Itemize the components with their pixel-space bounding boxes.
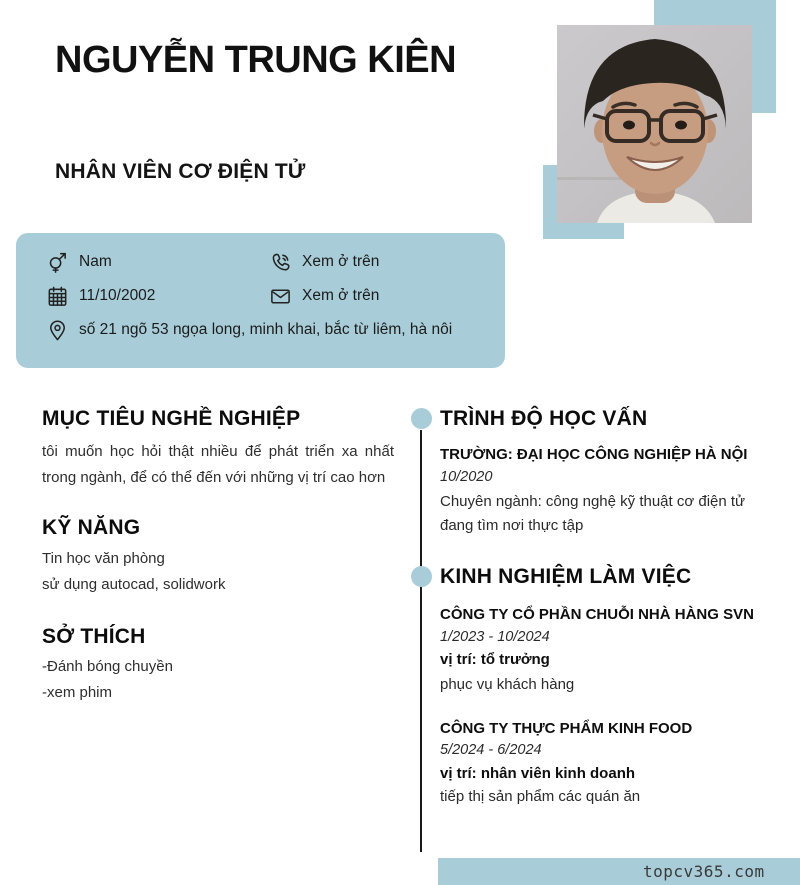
candidate-job-title: NHÂN VIÊN CƠ ĐIỆN TỬ: [55, 160, 306, 183]
experience-heading: KINH NGHIỆM LÀM VIỆC: [440, 565, 692, 588]
profile-photo: [557, 25, 752, 223]
experience-desc: phục vụ khách hàng: [440, 676, 575, 693]
objective-body: tôi muốn học hỏi thật nhiều để phát triển xa nhất trong ngành, để có thể đến với những vị trí cao hơn: [42, 443, 394, 486]
gender-value: Nam: [79, 253, 112, 270]
envelope-icon: [269, 285, 292, 308]
experience-company: CÔNG TY CỔ PHẦN CHUỖI NHÀ HÀNG SVN: [440, 606, 754, 623]
skill-item: sử dụng autocad, solidwork: [42, 576, 226, 593]
contact-gender-row: [46, 250, 112, 274]
experience-bullet: [411, 566, 432, 587]
skills-list: [42, 546, 225, 598]
timeline-line: [420, 430, 422, 852]
contact-address-row: [46, 318, 452, 342]
education-school: TRƯỜNG: ĐẠI HỌC CÔNG NGHIỆP HÀ NỘI: [440, 446, 748, 463]
calendar-icon: [46, 285, 69, 308]
contact-phone-row: [269, 250, 379, 274]
education-major: Chuyên ngành: công nghệ kỹ thuật cơ điện tử: [440, 493, 746, 510]
experience-company: CÔNG TY THỰC PHẨM KINH FOOD: [440, 720, 693, 737]
hobbies-heading: SỞ THÍCH: [42, 625, 146, 648]
address-value: số 21 ngõ 53 ngọa long, minh khai, bắc từ liêm, hà nôi: [79, 321, 453, 338]
contact-email-row: [269, 284, 379, 308]
experience-desc: tiếp thị sản phẩm các quán ăn: [440, 788, 641, 805]
candidate-name: NGUYỄN TRUNG KIÊN: [55, 39, 457, 81]
hobby-item: -Đánh bóng chuyền: [42, 658, 173, 675]
skills-heading: KỸ NĂNG: [42, 516, 141, 539]
hobby-list: [42, 654, 173, 706]
contact-birthday-row: [46, 284, 155, 308]
footer-bar: [438, 858, 800, 885]
birthday-value: 11/10/2002: [79, 287, 156, 304]
education-note: đang tìm nơi thực tập: [440, 517, 584, 534]
location-pin-icon: [46, 319, 69, 342]
education-date: 10/2020: [440, 469, 493, 485]
experience-date: 1/2023 - 10/2024: [440, 629, 550, 645]
education-heading: TRÌNH ĐỘ HỌC VẤN: [440, 407, 648, 430]
phone-icon: [269, 251, 292, 274]
footer-site-label: topcv365.com: [643, 862, 765, 881]
objective-heading: MỤC TIÊU NGHỀ NGHIỆP: [42, 407, 301, 430]
skill-item: Tin học văn phòng: [42, 550, 165, 567]
experience-date: 5/2024 - 6/2024: [440, 742, 542, 758]
experience-role: vị trí: nhân viên kinh doanh: [440, 765, 636, 782]
experience-role: vị trí: tổ trưởng: [440, 651, 550, 668]
email-value: Xem ở trên: [302, 287, 380, 304]
education-bullet: [411, 408, 432, 429]
gender-icon: [46, 251, 69, 274]
hobby-item: -xem phim: [42, 684, 113, 701]
contact-info-box: [16, 233, 505, 368]
phone-value: Xem ở trên: [302, 253, 380, 270]
